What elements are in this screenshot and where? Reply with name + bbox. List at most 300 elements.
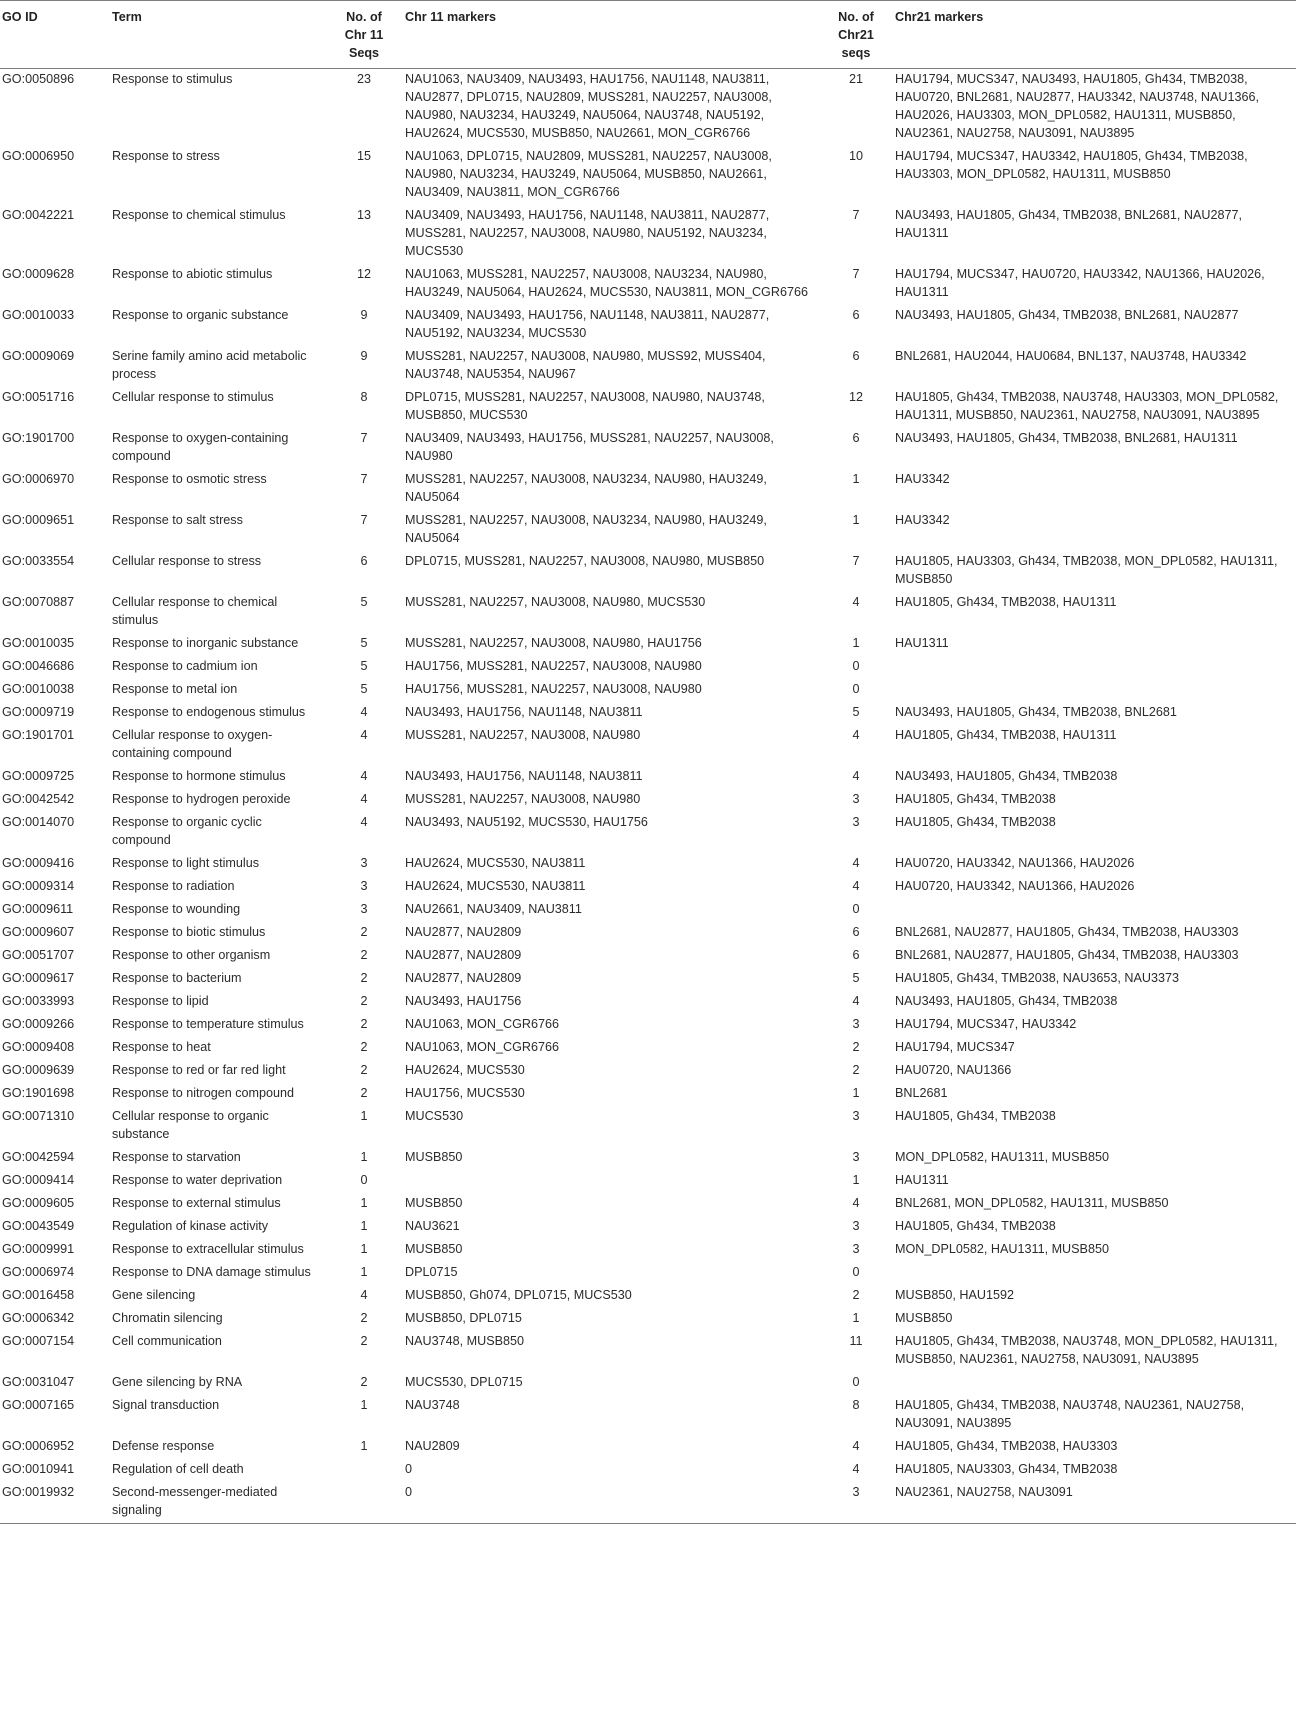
table-row: [0, 633, 1296, 656]
chr11-markers-cell: DPL0715: [405, 1265, 458, 1279]
term-cell: Cellular response to stress: [112, 554, 262, 568]
chr11-count-cell: 2: [360, 1063, 368, 1077]
chr21-markers-cell: HAU1805, Gh434, TMB2038: [895, 1109, 1056, 1123]
table-row: [0, 346, 1296, 387]
chr21-count-cell: 7: [852, 267, 860, 281]
go-id-cell: GO:0009991: [2, 1242, 75, 1256]
chr11-count-cell: 2: [360, 971, 368, 985]
chr11-markers-cell: NAU3493, HAU1756: [405, 994, 522, 1008]
term-cell: Cell communication: [112, 1334, 222, 1348]
table-row: [0, 1014, 1296, 1037]
chr11-count-cell: 4: [360, 728, 368, 742]
chr11-count-cell: 1: [360, 1196, 368, 1210]
table-row: [0, 1436, 1296, 1459]
chr21-count-cell: 8: [852, 1398, 860, 1412]
chr11-count-cell: 4: [360, 792, 368, 806]
chr11-markers-cell: NAU3748, MUSB850: [405, 1334, 525, 1348]
chr11-markers-cell: HAU1756, MUSS281, NAU2257, NAU3008, NAU980: [405, 659, 702, 673]
chr11-markers-cell: NAU1063, MON_CGR6766: [405, 1017, 559, 1031]
chr21-markers-cell: HAU1805, Gh434, TMB2038, NAU3748, HAU3303, MON_DPL0582, HAU1311, MUSB850, NAU2361, NAU2758, NAU3091, NAU3895: [895, 390, 1279, 422]
table-row: [0, 1170, 1296, 1193]
chr11-count-cell: 1: [360, 1150, 368, 1164]
chr11-count-cell: 8: [360, 390, 368, 404]
chr11-count-cell: 23: [356, 72, 371, 86]
chr21-count-cell: 4: [852, 595, 860, 609]
chr21-count-cell: 0: [852, 1375, 860, 1389]
chr21-markers-cell: BNL2681, MON_DPL0582, HAU1311, MUSB850: [895, 1196, 1169, 1210]
chr11-markers-cell: NAU3409, NAU3493, HAU1756, NAU1148, NAU3811, NAU2877, NAU5192, NAU3234, MUCS530: [405, 308, 770, 340]
header-chr21-count-line-2: Chr21: [838, 28, 874, 42]
chr11-markers-cell: [405, 1170, 817, 1193]
go-id-cell: GO:0014070: [2, 815, 75, 829]
chr21-count-cell: 5: [852, 971, 860, 985]
term-cell: Gene silencing by RNA: [112, 1375, 243, 1389]
table-row: [0, 1482, 1296, 1524]
header-chr11-count-line-1: No. of: [346, 10, 382, 24]
term-cell: Response to radiation: [112, 879, 235, 893]
chr21-markers-cell: HAU1805, Gh434, TMB2038, NAU3748, MON_DPL0582, HAU1311, MUSB850, NAU2361, NAU2758, NAU3091, NAU3895: [895, 1334, 1278, 1366]
chr11-markers-cell: HAU2624, MUCS530: [405, 1063, 525, 1077]
chr21-count-cell: 6: [852, 349, 860, 363]
chr21-count-cell: 3: [852, 1017, 860, 1031]
chr11-count-cell: 4: [360, 769, 368, 783]
table-row: [0, 1060, 1296, 1083]
term-cell: Response to abiotic stimulus: [112, 267, 273, 281]
go-id-cell: GO:0007165: [2, 1398, 75, 1412]
chr11-count-cell: 2: [360, 948, 368, 962]
table-row: [0, 789, 1296, 812]
chr11-markers-cell: NAU3409, NAU3493, HAU1756, MUSS281, NAU2257, NAU3008, NAU980: [405, 431, 774, 463]
go-id-cell: GO:0042594: [2, 1150, 75, 1164]
chr21-markers-cell: HAU1805, Gh434, TMB2038: [895, 1219, 1056, 1233]
chr11-markers-cell: MUSS281, NAU2257, NAU3008, NAU3234, NAU980, HAU3249, NAU5064: [405, 513, 767, 545]
term-cell: Response to oxygen-containing compound: [112, 431, 289, 463]
chr21-count-cell: 2: [852, 1288, 860, 1302]
chr21-markers-cell: BNL2681, NAU2877, HAU1805, Gh434, TMB2038, HAU3303: [895, 925, 1239, 939]
go-id-cell: GO:0009069: [2, 349, 75, 363]
chr11-markers-cell: NAU1063, NAU3409, NAU3493, HAU1756, NAU1148, NAU3811, NAU2877, DPL0715, NAU2809, MUSS281, NAU2257, NAU3008, NAU980, NAU3234, HAU3249, NAU5064, NAU3748, NAU5192, HAU2624, MUCS530, MUSB850, NAU2661, MON_CGR6766: [405, 72, 772, 140]
chr11-count-cell: 2: [360, 1086, 368, 1100]
table-body: [0, 69, 1296, 1524]
term-cell: Response to metal ion: [112, 682, 238, 696]
chr11-markers-cell: NAU2661, NAU3409, NAU3811: [405, 902, 582, 916]
term-cell: Response to light stimulus: [112, 856, 259, 870]
chr21-count-cell: 3: [852, 1109, 860, 1123]
chr11-markers-cell: NAU1063, MUSS281, NAU2257, NAU3008, NAU3234, NAU980, HAU3249, NAU5064, HAU2624, MUCS530, NAU3811, MON_CGR6766: [405, 267, 808, 299]
term-cell: Second-messenger-mediated signaling: [112, 1485, 278, 1517]
term-cell: Cellular response to chemical stimulus: [112, 595, 278, 627]
term-cell: Response to organic substance: [112, 308, 289, 322]
chr11-markers-cell: HAU2624, MUCS530, NAU3811: [405, 879, 586, 893]
chr11-markers-cell: MUSB850, Gh074, DPL0715, MUCS530: [405, 1288, 632, 1302]
go-id-cell: GO:0010033: [2, 308, 75, 322]
go-id-cell: GO:0042221: [2, 208, 75, 222]
chr21-count-cell: 1: [852, 513, 860, 527]
go-id-cell: GO:0010941: [2, 1462, 75, 1476]
table-row: [0, 1239, 1296, 1262]
go-id-cell: GO:0006970: [2, 472, 75, 486]
header-chr11-count-line-3: Seqs: [348, 46, 380, 60]
term-cell: Chromatin silencing: [112, 1311, 223, 1325]
chr11-count-cell: 12: [356, 267, 371, 281]
header-term: Term: [112, 10, 142, 24]
chr21-markers-cell: HAU1805, Gh434, TMB2038, NAU3653, NAU3373: [895, 971, 1179, 985]
term-cell: Response to cadmium ion: [112, 659, 258, 673]
chr11-count-cell: 3: [360, 902, 368, 916]
chr21-markers-cell: NAU3493, HAU1805, Gh434, TMB2038: [895, 994, 1118, 1008]
chr21-markers-cell: HAU1311: [895, 1173, 949, 1187]
chr11-count-cell: 1: [360, 1398, 368, 1412]
go-id-cell: GO:0009639: [2, 1063, 75, 1077]
chr11-count-cell: 3: [360, 856, 368, 870]
term-cell: Response to biotic stimulus: [112, 925, 266, 939]
chr11-markers-cell: HAU1756, MUCS530: [405, 1086, 525, 1100]
go-id-cell: GO:0010035: [2, 636, 75, 650]
chr21-markers-cell: HAU0720, HAU3342, NAU1366, HAU2026: [895, 856, 1135, 870]
go-id-cell: GO:0009408: [2, 1040, 75, 1054]
chr21-markers-cell: HAU1794, MUCS347, HAU3342: [895, 1017, 1077, 1031]
chr11-markers-cell: NAU1063, MON_CGR6766: [405, 1040, 559, 1054]
table-row: [0, 146, 1296, 205]
chr21-markers-cell: NAU2361, NAU2758, NAU3091: [895, 1485, 1073, 1499]
chr11-count-cell: [323, 1459, 405, 1482]
header-go-id: GO ID: [2, 10, 38, 24]
table-row: [0, 510, 1296, 551]
term-cell: Response to DNA damage stimulus: [112, 1265, 311, 1279]
chr21-count-cell: 4: [852, 879, 860, 893]
chr21-count-cell: 1: [852, 1311, 860, 1325]
chr21-count-cell: 4: [852, 1462, 860, 1476]
chr21-count-cell: 1: [852, 1173, 860, 1187]
chr21-count-cell: 4: [852, 769, 860, 783]
chr11-count-cell: 9: [360, 349, 368, 363]
term-cell: Response to hydrogen peroxide: [112, 792, 291, 806]
header-chr21-count-line-3: seqs: [841, 46, 871, 60]
chr11-markers-cell: 0: [405, 1462, 413, 1476]
chr21-count-cell: 0: [852, 902, 860, 916]
chr21-markers-cell: HAU1805, Gh434, TMB2038, HAU3303: [895, 1439, 1118, 1453]
go-id-cell: GO:0009416: [2, 856, 75, 870]
term-cell: Response to water deprivation: [112, 1173, 283, 1187]
chr11-markers-cell: 0: [405, 1485, 413, 1499]
chr11-count-cell: 5: [360, 595, 368, 609]
go-id-cell: GO:0009719: [2, 705, 75, 719]
term-cell: Response to chemical stimulus: [112, 208, 286, 222]
table-row: [0, 725, 1296, 766]
chr21-count-cell: 6: [852, 431, 860, 445]
term-cell: Response to lipid: [112, 994, 209, 1008]
chr11-count-cell: 1: [360, 1242, 368, 1256]
go-id-cell: GO:0010038: [2, 682, 75, 696]
go-id-cell: GO:0007154: [2, 1334, 75, 1348]
chr21-count-cell: 4: [852, 1196, 860, 1210]
chr11-markers-cell: NAU2809: [405, 1439, 460, 1453]
table-header: [0, 1, 1296, 69]
table-row: [0, 264, 1296, 305]
table-row: [0, 1147, 1296, 1170]
header-chr11-count: [323, 1, 405, 69]
go-id-cell: GO:0009628: [2, 267, 75, 281]
chr11-count-cell: 5: [360, 682, 368, 696]
chr21-count-cell: 0: [852, 659, 860, 673]
header-chr21-count-line-1: No. of: [838, 10, 874, 24]
chr11-count-cell: 4: [360, 815, 368, 829]
chr21-markers-cell: MUSB850, HAU1592: [895, 1288, 1015, 1302]
go-id-cell: GO:0009725: [2, 769, 75, 783]
chr21-markers-cell: BNL2681, HAU2044, HAU0684, BNL137, NAU3748, HAU3342: [895, 349, 1247, 363]
chr11-markers-cell: DPL0715, MUSS281, NAU2257, NAU3008, NAU980, NAU3748, MUSB850, MUCS530: [405, 390, 765, 422]
go-id-cell: GO:0042542: [2, 792, 75, 806]
chr21-count-cell: 6: [852, 948, 860, 962]
table-row: [0, 853, 1296, 876]
term-cell: Response to starvation: [112, 1150, 241, 1164]
chr11-count-cell: 2: [360, 1375, 368, 1389]
chr11-count-cell: 1: [360, 1219, 368, 1233]
chr21-count-cell: 11: [849, 1334, 863, 1348]
chr11-markers-cell: MUSS281, NAU2257, NAU3008, NAU980, HAU1756: [405, 636, 702, 650]
header-chr21-markers: Chr21 markers: [895, 10, 984, 24]
chr21-markers-cell: MON_DPL0582, HAU1311, MUSB850: [895, 1150, 1109, 1164]
chr11-count-cell: 7: [360, 513, 368, 527]
chr11-markers-cell: MUSS281, NAU2257, NAU3008, NAU980, MUSS92, MUSS404, NAU3748, NAU5354, NAU967: [405, 349, 766, 381]
chr11-markers-cell: DPL0715, MUSS281, NAU2257, NAU3008, NAU980, MUSB850: [405, 554, 765, 568]
chr11-markers-cell: MUCS530, DPL0715: [405, 1375, 523, 1389]
go-id-cell: GO:0006974: [2, 1265, 75, 1279]
chr11-count-cell: 7: [360, 472, 368, 486]
go-id-cell: GO:1901700: [2, 431, 75, 445]
chr21-count-cell: 4: [852, 856, 860, 870]
table-row: [0, 991, 1296, 1014]
go-id-cell: GO:0071310: [2, 1109, 75, 1123]
chr11-count-cell: 2: [360, 1311, 368, 1325]
table-row: [0, 1331, 1296, 1372]
go-id-cell: GO:0009266: [2, 1017, 75, 1031]
table-row: [0, 469, 1296, 510]
chr21-markers-cell: NAU3493, HAU1805, Gh434, TMB2038: [895, 769, 1118, 783]
chr11-count-cell: 7: [360, 431, 368, 445]
chr11-markers-cell: MUSB850, DPL0715: [405, 1311, 522, 1325]
chr21-count-cell: 7: [852, 208, 860, 222]
table-row: [0, 1193, 1296, 1216]
chr21-markers-cell: HAU1805, HAU3303, Gh434, TMB2038, MON_DPL0582, HAU1311, MUSB850: [895, 554, 1278, 586]
chr21-count-cell: 4: [852, 728, 860, 742]
term-cell: Response to red or far red light: [112, 1063, 286, 1077]
go-id-cell: GO:0046686: [2, 659, 75, 673]
term-cell: Response to temperature stimulus: [112, 1017, 304, 1031]
chr21-count-cell: 1: [852, 472, 860, 486]
table-row: [0, 305, 1296, 346]
chr21-markers-cell: HAU3342: [895, 472, 950, 486]
table-row: [0, 766, 1296, 789]
term-cell: Response to organic cyclic compound: [112, 815, 262, 847]
table-row: [0, 968, 1296, 991]
chr21-markers-cell: NAU3493, HAU1805, Gh434, TMB2038, BNL2681: [895, 705, 1177, 719]
table-row: [0, 1262, 1296, 1285]
chr11-markers-cell: NAU3493, HAU1756, NAU1148, NAU3811: [405, 769, 643, 783]
header-chr11-count-line-2: Chr 11: [344, 28, 384, 42]
chr21-markers-cell: [895, 899, 1296, 922]
chr21-markers-cell: HAU1805, Gh434, TMB2038, HAU1311: [895, 595, 1117, 609]
term-cell: Response to heat: [112, 1040, 211, 1054]
header-chr21-count: [817, 1, 895, 69]
chr11-markers-cell: NAU2877, NAU2809: [405, 948, 522, 962]
term-cell: Response to bacterium: [112, 971, 242, 985]
table-row: [0, 592, 1296, 633]
chr21-count-cell: 10: [848, 149, 863, 163]
chr21-markers-cell: [895, 656, 1296, 679]
table-row: [0, 69, 1296, 147]
chr21-markers-cell: NAU3493, HAU1805, Gh434, TMB2038, BNL2681, NAU2877, HAU1311: [895, 208, 1243, 240]
chr21-count-cell: 3: [852, 815, 860, 829]
chr21-markers-cell: NAU3493, HAU1805, Gh434, TMB2038, BNL2681, NAU2877: [895, 308, 1239, 322]
chr11-count-cell: 1: [360, 1439, 368, 1453]
term-cell: Response to hormone stimulus: [112, 769, 286, 783]
chr21-markers-cell: HAU1805, NAU3303, Gh434, TMB2038: [895, 1462, 1118, 1476]
term-cell: Response to osmotic stress: [112, 472, 267, 486]
go-id-cell: GO:0033554: [2, 554, 75, 568]
table-row: [0, 551, 1296, 592]
chr21-markers-cell: HAU3342: [895, 513, 950, 527]
go-id-cell: GO:0019932: [2, 1485, 75, 1499]
chr21-count-cell: 1: [852, 636, 860, 650]
chr11-count-cell: 9: [360, 308, 368, 322]
chr21-count-cell: 3: [852, 1219, 860, 1233]
chr21-markers-cell: HAU1805, Gh434, TMB2038: [895, 815, 1056, 829]
chr11-markers-cell: NAU3621: [405, 1219, 460, 1233]
term-cell: Serine family amino acid metabolic process: [112, 349, 307, 381]
go-id-cell: GO:0016458: [2, 1288, 75, 1302]
go-id-cell: GO:0009605: [2, 1196, 75, 1210]
chr11-markers-cell: HAU1756, MUSS281, NAU2257, NAU3008, NAU980: [405, 682, 702, 696]
term-cell: Signal transduction: [112, 1398, 220, 1412]
term-cell: Response to inorganic substance: [112, 636, 299, 650]
chr11-markers-cell: MUSB850: [405, 1242, 463, 1256]
chr21-markers-cell: HAU1805, Gh434, TMB2038: [895, 792, 1056, 806]
chr11-count-cell: 13: [356, 208, 371, 222]
table-row: [0, 1372, 1296, 1395]
go-id-cell: GO:0043549: [2, 1219, 75, 1233]
chr21-markers-cell: HAU1794, MUCS347: [895, 1040, 1015, 1054]
chr11-count-cell: 2: [360, 1017, 368, 1031]
go-id-cell: GO:0033993: [2, 994, 75, 1008]
table-row: [0, 1216, 1296, 1239]
chr21-count-cell: 6: [852, 308, 860, 322]
go-id-cell: GO:0009314: [2, 879, 75, 893]
chr11-count-cell: 3: [360, 879, 368, 893]
go-id-cell: GO:0070887: [2, 595, 75, 609]
table-row: [0, 922, 1296, 945]
chr21-markers-cell: HAU0720, NAU1366: [895, 1063, 1012, 1077]
table-row: [0, 1106, 1296, 1147]
header-chr11-markers: Chr 11 markers: [405, 10, 497, 24]
chr11-count-cell: [323, 1482, 405, 1524]
table-row: [0, 205, 1296, 264]
table-row: [0, 1459, 1296, 1482]
term-cell: Cellular response to organic substance: [112, 1109, 269, 1141]
term-cell: Regulation of cell death: [112, 1462, 244, 1476]
term-cell: Response to other organism: [112, 948, 271, 962]
chr11-markers-cell: NAU3748: [405, 1398, 460, 1412]
go-id-cell: GO:1901701: [2, 728, 75, 742]
chr21-count-cell: 2: [852, 1040, 860, 1054]
term-cell: Gene silencing: [112, 1288, 196, 1302]
chr11-markers-cell: MUSS281, NAU2257, NAU3008, NAU980: [405, 792, 641, 806]
chr11-markers-cell: NAU3409, NAU3493, HAU1756, NAU1148, NAU3811, NAU2877, MUSS281, NAU2257, NAU3008, NAU980, NAU5192, NAU3234, MUCS530: [405, 208, 770, 258]
table-row: [0, 876, 1296, 899]
chr11-markers-cell: MUSS281, NAU2257, NAU3008, NAU3234, NAU980, HAU3249, NAU5064: [405, 472, 767, 504]
chr21-markers-cell: BNL2681: [895, 1086, 948, 1100]
chr21-markers-cell: [895, 679, 1296, 702]
chr11-markers-cell: NAU3493, NAU5192, MUCS530, HAU1756: [405, 815, 648, 829]
table-row: [0, 1285, 1296, 1308]
term-cell: Response to stimulus: [112, 72, 233, 86]
chr21-markers-cell: NAU3493, HAU1805, Gh434, TMB2038, BNL2681, HAU1311: [895, 431, 1238, 445]
chr21-markers-cell: HAU1794, MUCS347, NAU3493, HAU1805, Gh434, TMB2038, HAU0720, BNL2681, NAU2877, HAU3342, NAU3748, NAU1366, HAU2026, HAU3303, MON_DPL0582, HAU1311, MUSB850, NAU2361, NAU2758, NAU3091, NAU3895: [895, 72, 1260, 140]
go-id-cell: GO:1901698: [2, 1086, 75, 1100]
chr21-count-cell: 1: [852, 1086, 860, 1100]
chr21-count-cell: 12: [848, 390, 863, 404]
table-row: [0, 679, 1296, 702]
go-id-cell: GO:0009651: [2, 513, 75, 527]
go-id-cell: GO:0050896: [2, 72, 75, 86]
go-id-cell: GO:0009414: [2, 1173, 75, 1187]
table-row: [0, 1037, 1296, 1060]
chr21-count-cell: 7: [852, 554, 860, 568]
header-row: [0, 1, 1296, 69]
go-id-cell: GO:0009611: [2, 902, 74, 916]
term-cell: Response to external stimulus: [112, 1196, 281, 1210]
chr21-markers-cell: HAU1805, Gh434, TMB2038, NAU3748, NAU2361, NAU2758, NAU3091, NAU3895: [895, 1398, 1245, 1430]
chr21-count-cell: 6: [852, 925, 860, 939]
chr21-count-cell: 5: [852, 705, 860, 719]
term-cell: Response to extracellular stimulus: [112, 1242, 304, 1256]
table-row: [0, 899, 1296, 922]
chr11-markers-cell: MUSS281, NAU2257, NAU3008, NAU980, MUCS530: [405, 595, 706, 609]
go-id-cell: GO:0006342: [2, 1311, 75, 1325]
chr11-markers-cell: NAU2877, NAU2809: [405, 971, 522, 985]
chr21-markers-cell: HAU1805, Gh434, TMB2038, HAU1311: [895, 728, 1117, 742]
go-id-cell: GO:0006952: [2, 1439, 75, 1453]
term-cell: Response to stress: [112, 149, 220, 163]
chr21-markers-cell: MUSB850: [895, 1311, 953, 1325]
chr21-markers-cell: [895, 1262, 1296, 1285]
chr21-count-cell: 4: [852, 994, 860, 1008]
chr11-count-cell: 4: [360, 1288, 368, 1302]
chr21-count-cell: 4: [852, 1439, 860, 1453]
chr11-markers-cell: MUSB850: [405, 1196, 463, 1210]
chr21-markers-cell: HAU1311: [895, 636, 949, 650]
table-row: [0, 656, 1296, 679]
chr11-markers-cell: HAU2624, MUCS530, NAU3811: [405, 856, 586, 870]
chr21-markers-cell: HAU1794, MUCS347, HAU3342, HAU1805, Gh434, TMB2038, HAU3303, MON_DPL0582, HAU1311, MUSB850: [895, 149, 1248, 181]
chr11-markers-cell: NAU2877, NAU2809: [405, 925, 522, 939]
chr11-count-cell: 2: [360, 925, 368, 939]
term-cell: Response to salt stress: [112, 513, 243, 527]
term-cell: Regulation of kinase activity: [112, 1219, 269, 1233]
chr21-markers-cell: HAU1794, MUCS347, HAU0720, HAU3342, NAU1366, HAU2026, HAU1311: [895, 267, 1265, 299]
chr11-markers-cell: MUSB850: [405, 1150, 463, 1164]
table-row: [0, 1395, 1296, 1436]
term-cell: Cellular response to oxygen-containing compound: [112, 728, 273, 760]
chr11-markers-cell: MUSS281, NAU2257, NAU3008, NAU980: [405, 728, 641, 742]
chr21-count-cell: 3: [852, 792, 860, 806]
term-cell: Defense response: [112, 1439, 215, 1453]
chr21-count-cell: 0: [852, 682, 860, 696]
go-id-cell: GO:0009617: [2, 971, 75, 985]
go-id-cell: GO:0031047: [2, 1375, 75, 1389]
chr11-count-cell: 1: [360, 1109, 368, 1123]
table-row: [0, 812, 1296, 853]
